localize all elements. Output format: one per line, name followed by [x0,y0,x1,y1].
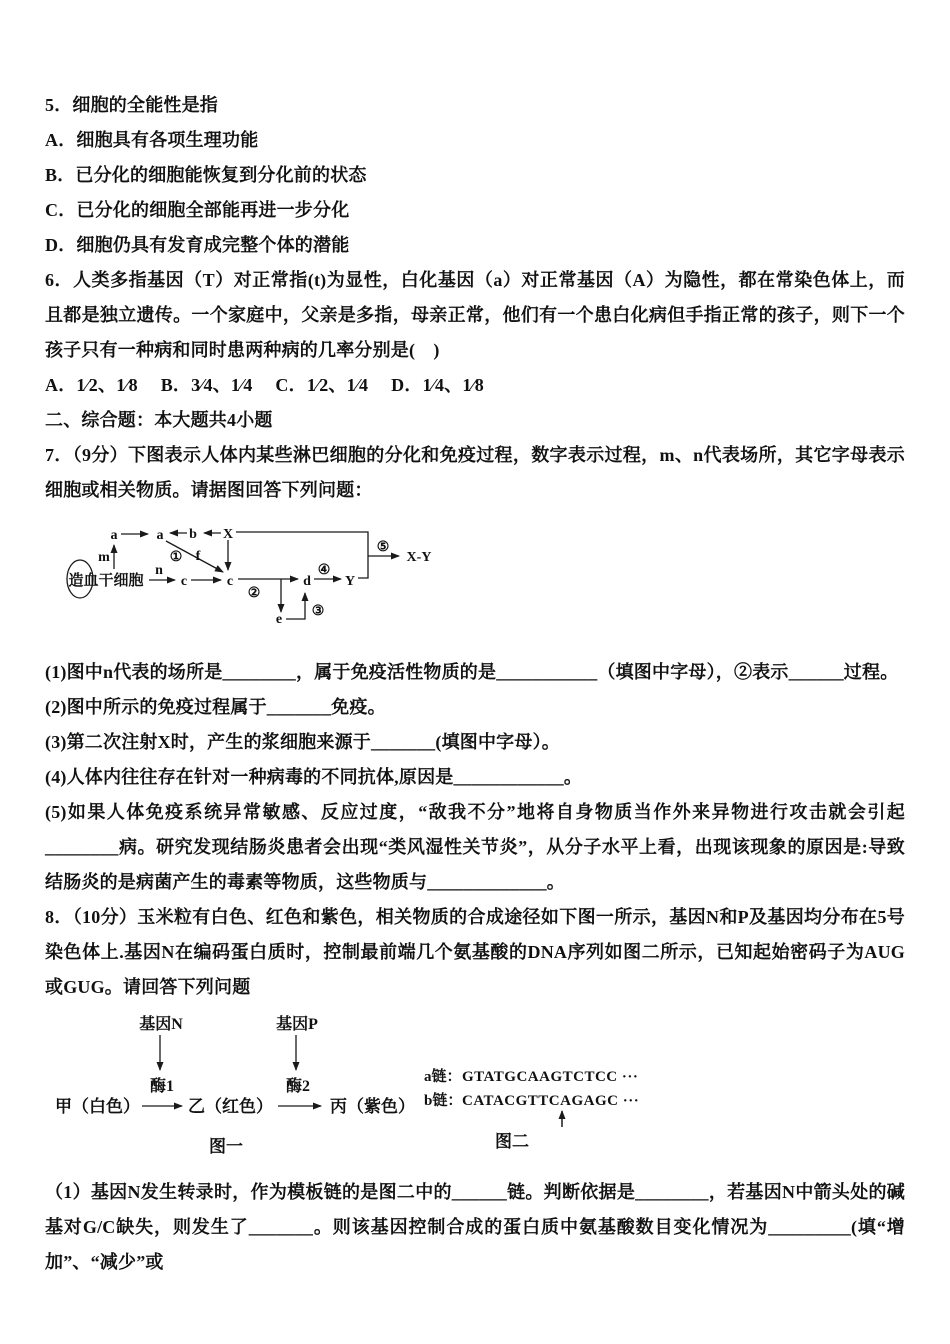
label-enzyme-1: 酶1 [149,1078,175,1095]
question-7-part-3: (3)第二次注射X时，产生的浆细胞来源于_______(填图中字母）。 [45,732,560,752]
question-6-options: A．1⁄2、1⁄8 B．3⁄4、1⁄4 C．1⁄2、1⁄4 D．1⁄4、1⁄8 [45,375,484,395]
label-substance-y: Y [344,574,356,589]
label-process-4: ④ [317,563,331,578]
b-chain-sequence: CATACGTTCAGAGC ··· [462,1093,640,1109]
question-7-part-4: (4)人体内往往存在针对一种病毒的不同抗体,原因是____________。 [45,767,583,787]
figure1-arrows [142,1035,321,1106]
label-complex-xy: X-Y [406,550,432,565]
question-7-part-2: (2)图中所示的免疫过程属于_______免疫。 [45,697,386,717]
diagram-labels [68,527,431,627]
b-chain-label: b链： [424,1093,463,1109]
figure-2-caption: 图二 [495,1132,529,1151]
question-5-option-d: D．细胞仍具有发育成完整个体的潜能 [45,235,350,255]
label-gene-n: 基因N [139,1016,183,1033]
question-6-stem: 6．人类多指基因（T）对正常指(t)为显性，白化基因（a）对正常基因（A）为隐性，都在常染色体上，而且都是独立遗传。一个家庭中，父亲是多指，母亲正常，他们有一个患白化病但手指正常的孩子，则下一个孩子只有一种病和同时患两种病的几率分别是( ) [45,270,905,360]
label-jia-white: 甲（白色） [55,1097,140,1116]
question-5-option-b: B．已分化的细胞能恢复到分化前的状态 [45,165,367,185]
a-chain-label: a链： [424,1069,462,1085]
question-7-part-1: (1)图中n代表的场所是________，属于免疫活性物质的是___________（填图中字母），②表示______过程。 [45,662,899,682]
label-cell-a1: a [110,528,118,543]
label-cell-e: e [275,612,283,627]
q7-immunity-diagram [45,516,905,643]
question-7-part-5: (5)如果人体免疫系统异常敏感、反应过度，“敌我不分”地将自身物质当作外来异物进行攻击就会引起________病。研究发现结肠炎患者会出现“类风湿性关节炎”，从分子水平上看，出现该现象的原因是:导致结肠炎的是病菌产生的毒素等物质，这些物质与_____________。 [45,802,905,892]
question-5-stem: 5．细胞的全能性是指 [45,95,218,115]
question-5-option-c: C．已分化的细胞全部能再进一步分化 [45,200,350,220]
label-cell-a2: a [156,528,164,543]
label-process-2: ② [247,586,261,601]
label-substance-x: X [222,527,234,542]
section-2-header: 二、综合题：本大题共4小题 [45,410,273,430]
label-site-n: n [155,563,163,578]
label-process-1: ① [169,550,183,565]
label-enzyme-2: 酶2 [285,1078,311,1095]
label-cell-f: f [195,549,201,564]
label-yi-red: 乙（红色） [188,1097,273,1116]
figure1-labels [55,1014,415,1156]
label-gene-p: 基因P [276,1016,318,1033]
a-chain-sequence: GTATGCAAGTCTCC ··· [462,1069,639,1085]
figure-1-synthesis-pathway [50,1013,422,1161]
question-5-option-a: A．细胞具有各项生理功能 [45,130,259,150]
figure-1-caption: 图一 [209,1137,243,1156]
question-8-part-1: （1）基因N发生转录时，作为模板链的是图二中的______链。判断依据是________，若基因N中箭头处的碱基对G/C缺失，则发生了_______。则该基因控制合成的蛋白质中氨基酸数目变化情况为_________(填“增加”、“减少”或 [45,1182,905,1272]
label-cell-b: b [189,527,197,542]
label-stem-cell: 造血干细胞 [68,573,144,589]
label-bing-purple: 丙（紫色） [330,1097,415,1116]
lymphocyte-differentiation-diagram [45,516,475,638]
label-process-5: ⑤ [376,540,390,555]
question-8-stem: 8．（10分）玉米粒有白色、红色和紫色，相关物质的合成途径如下图一所示，基因N和P及基因均分布在5号染色体上.基因N在编码蛋白质时，控制最前端几个氨基酸的DNA序列如图二所示，已知起始密码子为AUG或GUG。请回答下列问题 [45,907,905,997]
figure2-labels [424,1067,639,1151]
figure-2-dna-sequence [422,1053,687,1153]
q8-figures [45,1013,905,1161]
question-7-stem: 7．（9分）下图表示人体内某些淋巴细胞的分化和免疫过程，数字表示过程，m、n代表场所，其它字母表示细胞或相关物质。请据图回答下列问题： [45,445,905,500]
label-site-m: m [98,550,110,565]
label-cell-d: d [303,574,311,589]
label-cell-c1: c [180,574,188,589]
label-process-3: ③ [311,604,325,619]
label-cell-c2: c [226,574,234,589]
